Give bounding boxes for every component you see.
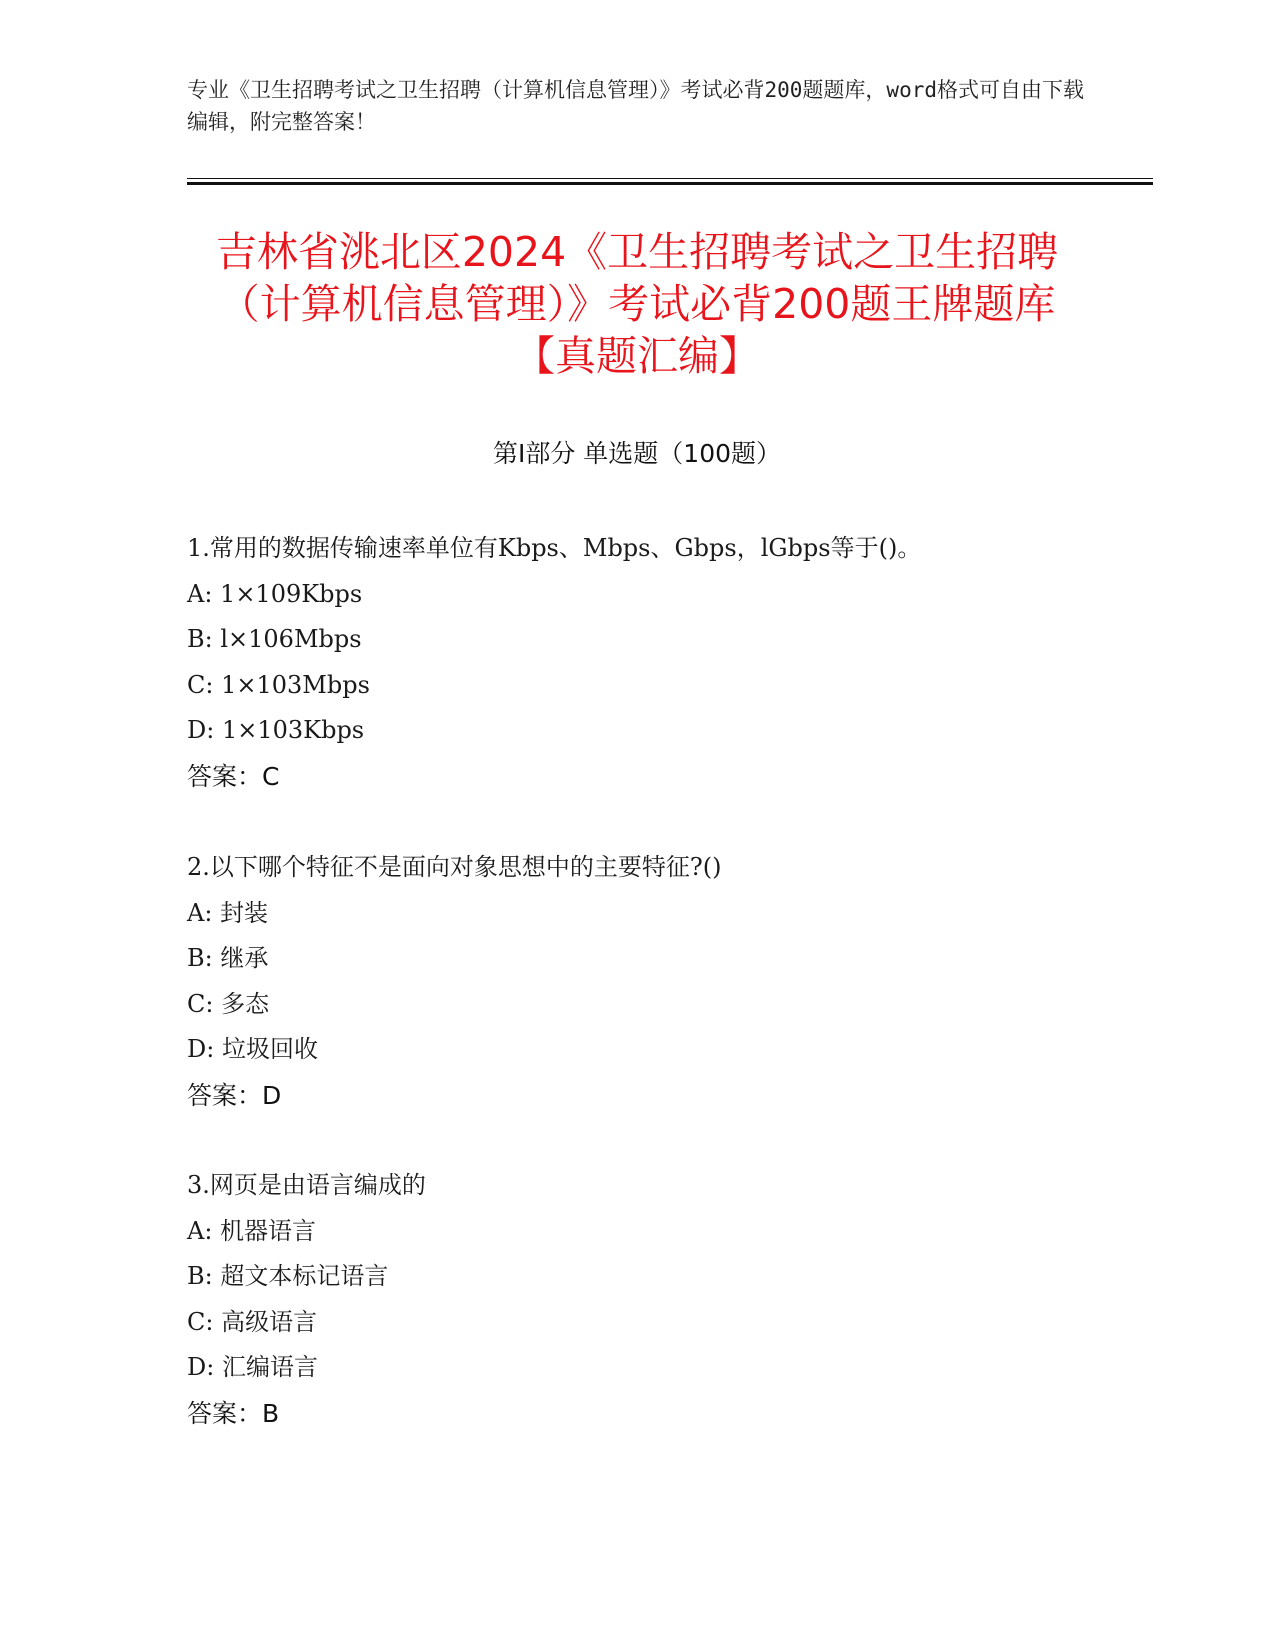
question-item — [187, 845, 1087, 1118]
header-divider-thick — [187, 182, 1153, 185]
question-option: D: 汇编语言 — [187, 1353, 318, 1381]
question-option: B: 超文本标记语言 — [187, 1262, 389, 1290]
header-divider-thin — [187, 178, 1153, 179]
question-option: D: 1×103Kbps — [187, 716, 365, 744]
question-stem: 3.网页是由语言编成的 — [187, 1171, 426, 1199]
question-option: B: l×106Mbps — [187, 625, 362, 653]
question-item — [187, 1163, 1087, 1436]
question-option: A: 机器语言 — [187, 1216, 317, 1245]
section-title: 第Ⅰ部分 单选题（100题） — [492, 439, 782, 468]
question-answer: 答案：B — [187, 1398, 280, 1428]
question-item — [187, 526, 1087, 799]
question-option: C: 多态 — [187, 989, 270, 1018]
question-option: C: 高级语言 — [187, 1307, 318, 1336]
question-stem: 2.以下哪个特征不是面向对象思想中的主要特征?() — [187, 853, 722, 881]
question-option: D: 垃圾回收 — [187, 1035, 318, 1063]
question-option: C: 1×103Mbps — [187, 670, 370, 699]
header-note: 专业《卫生招聘考试之卫生招聘（计算机信息管理）》考试必背200题题库，word格式可自由下载编辑，附完整答案！ — [187, 78, 1084, 134]
document-title: 吉林省洮北区2024《卫生招聘考试之卫生招聘（计算机信息管理）》考试必背200题王牌题库【真题汇编】 — [215, 228, 1059, 380]
question-option: A: 封装 — [187, 898, 269, 927]
question-option: B: 继承 — [187, 944, 269, 972]
question-option: A: 1×109Kbps — [187, 579, 363, 608]
question-answer: 答案：D — [187, 1080, 282, 1110]
question-stem: 1.常用的数据传输速率单位有Kbps、Mbps、Gbps，lGbps等于()。 — [187, 534, 922, 562]
question-answer: 答案：C — [187, 761, 280, 791]
